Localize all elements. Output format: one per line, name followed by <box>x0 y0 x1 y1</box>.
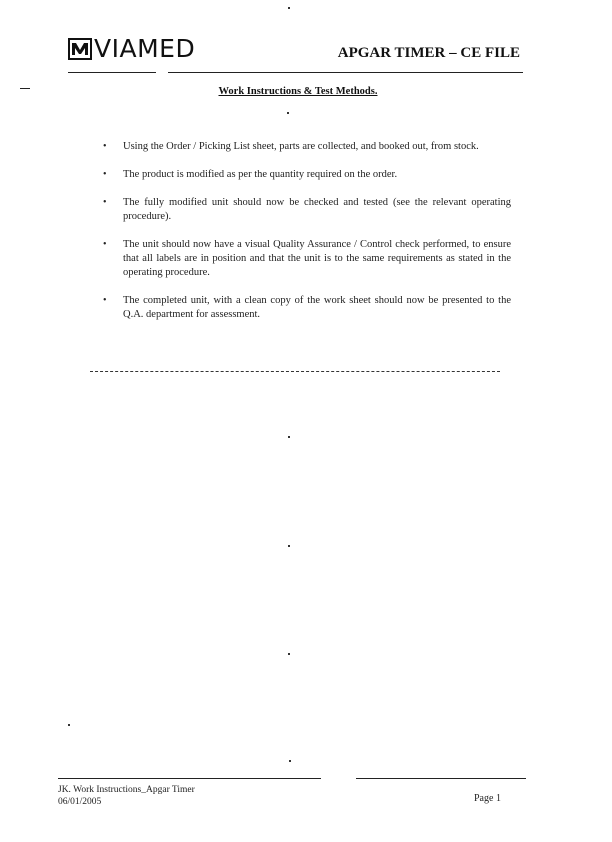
instruction-text: The unit should now have a visual Quality Assurance / Control check performed, to ensure that all labels are in position and that the unit is to the same requirements as stated in the operating procedure. <box>123 239 511 278</box>
footer-date: 06/01/2005 <box>58 797 102 807</box>
scan-speck <box>68 724 70 726</box>
instruction-item <box>103 294 511 322</box>
instruction-item <box>103 168 511 182</box>
header-rule-left <box>68 72 156 73</box>
instruction-text: The fully modified unit should now be checked and tested (see the relevant operating procedure). <box>123 197 511 222</box>
instruction-text: The completed unit, with a clean copy of the work sheet should now be presented to the Q.A. department for assessment. <box>123 295 511 320</box>
section-end-dashed-rule <box>90 371 500 372</box>
scan-speck <box>288 653 290 655</box>
document-title: APGAR TIMER – CE FILE <box>337 45 520 61</box>
page-number: Page 1 <box>474 793 501 804</box>
bullet-icon: • <box>103 141 107 152</box>
scan-speck <box>288 436 290 438</box>
company-logo <box>68 34 196 63</box>
bullet-icon: • <box>103 295 107 306</box>
header-rule-right <box>168 72 523 73</box>
scan-speck <box>289 760 291 762</box>
footer-rule-right <box>356 778 526 779</box>
instruction-list <box>103 140 511 322</box>
instruction-item <box>103 140 511 154</box>
footer-rule-left <box>58 778 321 779</box>
logo-mark-icon <box>68 38 92 60</box>
instruction-item <box>103 196 511 224</box>
brand-name: VIAMED <box>94 34 196 63</box>
bullet-icon: • <box>103 197 107 208</box>
scan-speck <box>288 545 290 547</box>
scan-speck <box>288 7 290 9</box>
scan-speck <box>287 112 289 114</box>
instruction-item <box>103 238 511 280</box>
bullet-icon: • <box>103 239 107 250</box>
instruction-text: The product is modified as per the quantity required on the order. <box>123 169 398 180</box>
footer-file-name: JK. Work Instructions_Apgar Timer <box>58 785 195 795</box>
section-title: Work Instructions & Test Methods. <box>218 86 378 97</box>
instruction-text: Using the Order / Picking List sheet, parts are collected, and booked out, from stock. <box>123 141 479 152</box>
bullet-icon: • <box>103 169 107 180</box>
